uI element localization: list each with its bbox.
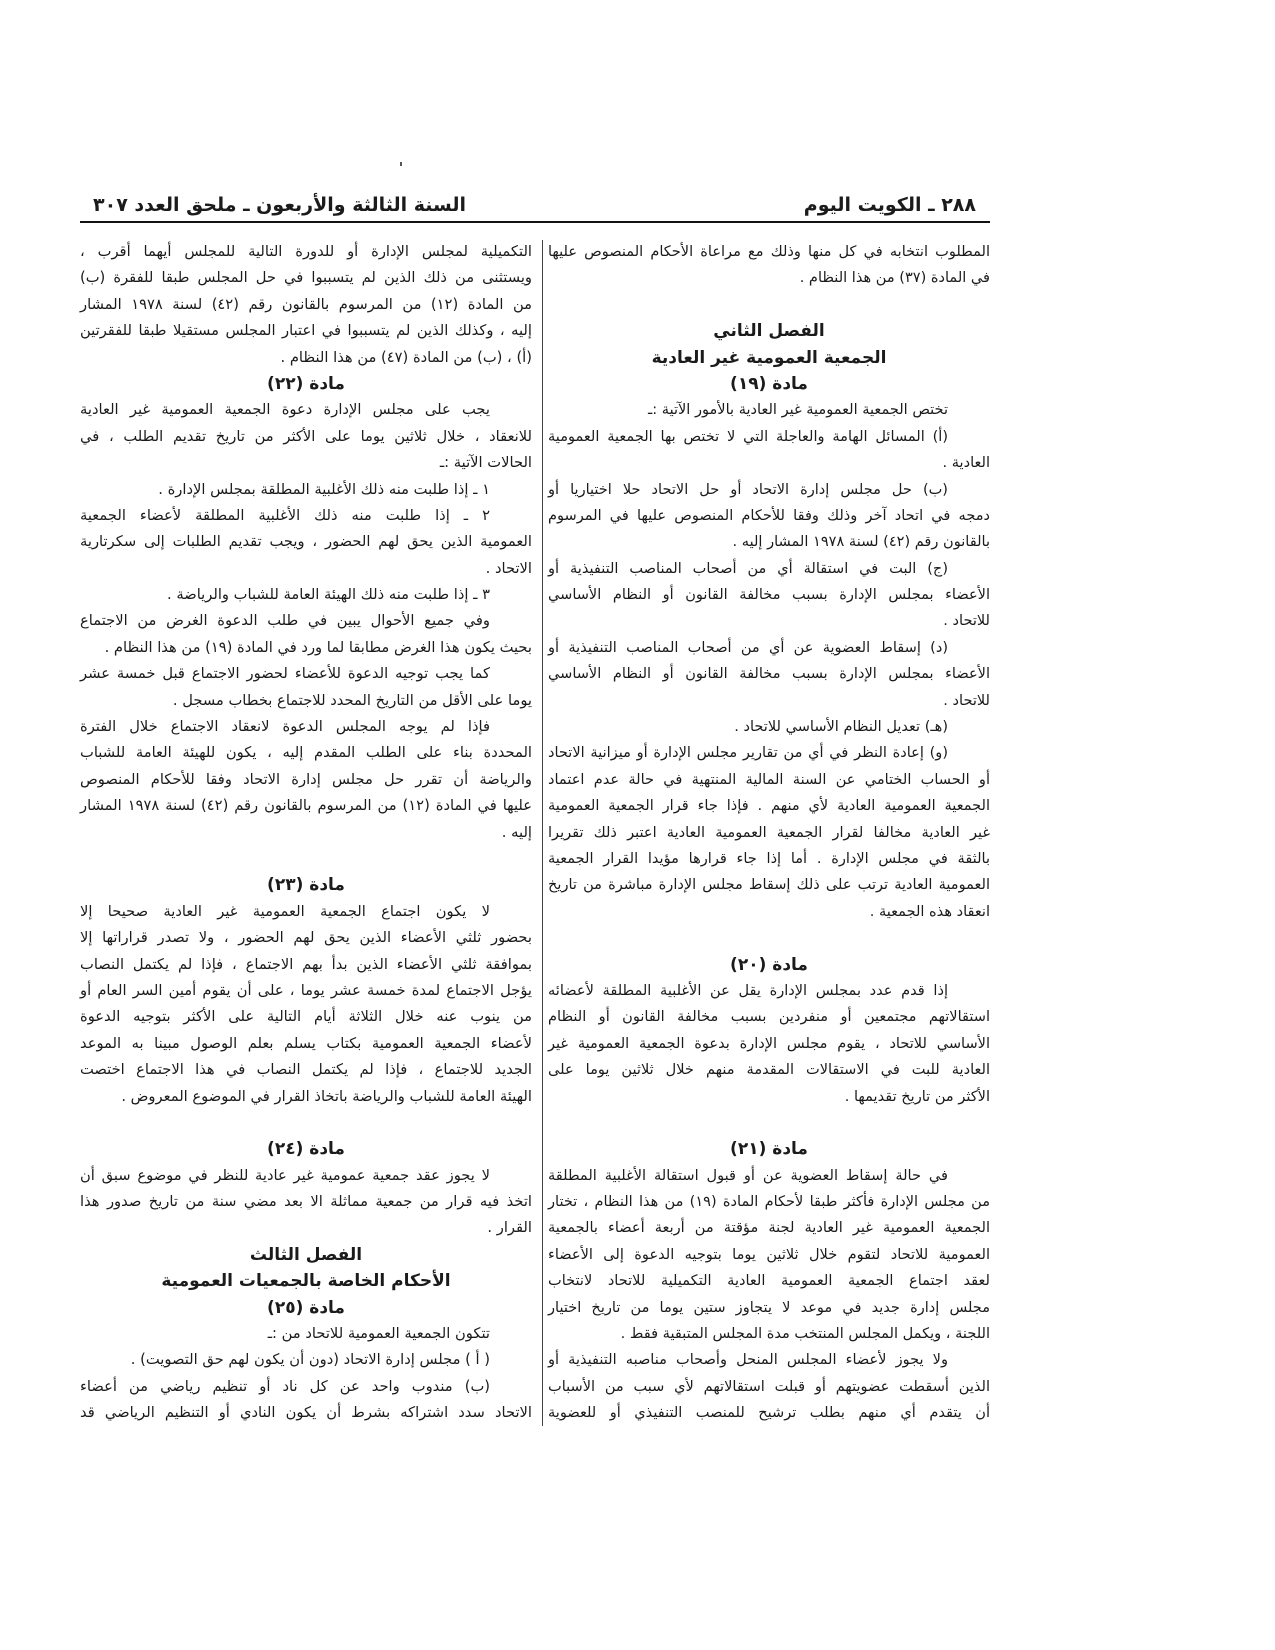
text-line: فإذا لم يوجه المجلس الدعوة لانعقاد الاجتماع خلال الفترة — [80, 718, 490, 736]
text-line: الأساسي للاتحاد ، يقوم مجلس الإدارة بدعوة الجمعية العمومية غير — [548, 1034, 990, 1052]
text-line: للاتحاد . — [943, 612, 990, 630]
text-line: يؤجل الاجتماع لمدة خمسة عشر يوما ، على أن يقوم أمين السر العام أو — [80, 981, 532, 999]
text-line: والرياضة أن تقرر حل مجلس إدارة الاتحاد وفقا للأحكام المنصوص — [80, 770, 532, 788]
text-line: يجب على مجلس الإدارة دعوة الجمعية العمومية غير العادية — [80, 401, 490, 419]
text-line: القرار . — [487, 1219, 532, 1237]
text-line: لأعضاء الجمعية العمومية بكتاب يسلم بعلم الوصول مبينا به الموعد — [80, 1034, 532, 1052]
text-line: وفي جميع الأحوال يبين في طلب الدعوة الغرض من الاجتماع — [80, 612, 490, 630]
header-rule — [80, 221, 990, 223]
text-line: في حالة إسقاط العضوية عن أو قبول استقالة الأغلبية المطلقة — [548, 1166, 948, 1184]
text-line: الجديد للاجتماع ، فإذا لم يكتمل النصاب في هذا الاجتماع اختصت — [80, 1061, 532, 1079]
text-line: المحددة بناء على الطلب المقدم إليه ، يكون للهيئة العامة للشباب — [80, 744, 532, 762]
text-line: إليه . — [501, 823, 532, 841]
article-heading: مادة (٢٠) — [730, 954, 808, 975]
text-line: ١ ـ إذا طلبت منه ذلك الأغلبية المطلقة بمجلس الإدارة . — [158, 480, 490, 498]
text-line: لا يكون اجتماع الجمعية العمومية غير العادية صحيحا إلا — [80, 902, 490, 920]
text-line: الاتحاد سدد اشتراكه بشرط أن يكون النادي أو التنظيم الرياضي قد — [80, 1404, 532, 1422]
text-line: أو الحساب الختامي عن السنة المالية المنتهية في حالة عدم اعتماد — [548, 770, 990, 788]
text-line: بحيث يكون هذا الغرض مطابقا لما ورد في المادة (١٩) من هذا النظام . — [104, 638, 532, 656]
issue-label: السنة الثالثة والأربعون ـ ملحق العدد ٣٠٧ — [93, 194, 467, 216]
text-line: الأعضاء بمجلس الإدارة بسبب مخالفة القانون أو النظام الأساسي — [548, 665, 990, 683]
text-line: أن يتقدم أي منهم بطلب ترشيح للمنصب التنفيذي أو للعضوية — [548, 1404, 990, 1422]
text-line: العمومية العادية ترتب على ذلك إسقاط مجلس الإدارة مباشرة من تاريخ — [548, 876, 990, 894]
chapter-subtitle: الجمعية العمومية غير العادية — [651, 347, 887, 368]
article-heading: مادة (٢٤) — [267, 1139, 345, 1160]
article-heading: مادة (١٩) — [730, 373, 808, 394]
text-line: إذا قدم عدد بمجلس الإدارة يقل عن الأغلبية المطلقة لأعضائه — [548, 981, 948, 999]
text-line: يوما على الأقل من التاريخ المحدد للاجتماع بخطاب مسجل . — [172, 691, 532, 709]
text-line: إليه ، وكذلك الذين لم يتسببوا في اعتبار المجلس مستقيلا طبقا للفقرتين — [80, 322, 532, 340]
text-line: الأكثر من تاريخ تقديمها . — [844, 1087, 990, 1105]
text-line: ولا يجوز لأعضاء المجلس المنحل وأصحاب مناصبه التنفيذية أو — [548, 1351, 948, 1369]
text-line: عليها في المادة (١٢) من المرسوم بالقانون رقم (٤٢) لسنة ١٩٧٨ المشار — [80, 797, 533, 815]
page-number-title: ٢٨٨ ـ الكويت اليوم — [803, 194, 976, 216]
left-column — [80, 239, 532, 1427]
text-line: (و) إعادة النظر في أي من تقارير مجلس الإدارة أو ميزانية الاتحاد — [548, 744, 948, 762]
text-line: لعقد اجتماع الجمعية العمومية العادية التكميلية للاتحاد لانتخاب — [548, 1272, 990, 1290]
text-line: مجلس إدارة جديد في موعد لا يتجاوز ستين يوما من تاريخ اختيار — [548, 1298, 990, 1316]
text-line: الجمعية العمومية غير العادية لجنة مؤقتة من أربعة أعضاء بالجمعية — [548, 1219, 990, 1237]
scan-speck — [400, 162, 402, 166]
text-line: (ب) مندوب واحد عن كل ناد أو تنظيم رياضي من أعضاء — [80, 1377, 490, 1395]
text-line: اتخذ فيه قرار من جمعية مماثلة الا بعد مضي سنة من تاريخ صدور هذا — [80, 1193, 532, 1211]
text-line: (ج) البت في استقالة أي من أصحاب المناصب التنفيذية أو — [548, 559, 948, 577]
blank-line — [548, 925, 990, 951]
text-line: استقالاتهم مجتمعين أو منفردين بسبب مخالفة القانون أو النظام — [548, 1008, 990, 1026]
article-heading: مادة (٢١) — [730, 1139, 808, 1160]
blank-line — [548, 1110, 990, 1136]
article-heading: مادة (٢٥) — [267, 1297, 345, 1318]
page-header — [93, 191, 976, 219]
text-line: في المادة (٣٧) من هذا النظام . — [799, 269, 990, 287]
text-line: اللجنة ، ويكمل المجلس المنتخب مدة المجلس المتبقية فقط . — [620, 1325, 990, 1343]
text-line: العادية للبت في الاستقالات المقدمة منهم خلال ثلاثين يوما على — [548, 1061, 990, 1079]
chapter-title: الفصل الثالث — [249, 1244, 363, 1265]
text-line: العمومية للاتحاد لتقوم خلال ثلاثين يوما بتوجيه الدعوة إلى الأعضاء — [548, 1245, 990, 1263]
text-line: التكميلية لمجلس الإدارة أو للدورة التالية للمجلس أيهما أقرب ، — [80, 243, 532, 260]
article-heading: مادة (٢٢) — [267, 373, 345, 394]
text-line: الاتحاد . — [485, 559, 532, 577]
text-line: للاتحاد . — [943, 691, 990, 709]
blank-line — [548, 292, 990, 318]
text-line: بالقانون رقم (٤٢) لسنة ١٩٧٨ المشار إليه . — [732, 533, 990, 551]
text-line: الذين أسقطت عضويتهم أو قبلت استقالاتهم لأي سبب من الأسباب — [548, 1377, 990, 1395]
text-line: المطلوب انتخابه في كل منها وذلك مع مراعاة الأحكام المنصوص عليها — [548, 243, 990, 260]
text-line: من ينوب عنه خلال الثلاثة أيام التالية على الأكثر بتوجيه الدعوة — [80, 1008, 532, 1026]
text-line: دمجه في اتحاد آخر وذلك وفقا للأحكام المنصوص عليها في المرسوم — [548, 506, 990, 524]
text-line: الحالات الآتية :ـ — [439, 454, 532, 472]
text-line: الجمعية العمومية العادية لأي منهم . فإذا جاء قرار الجمعية العمومية — [548, 797, 990, 815]
text-line: تختص الجمعية العمومية غير العادية بالأمور الآتية :ـ — [647, 401, 948, 419]
text-line: انعقاد هذه الجمعية . — [869, 902, 990, 920]
text-line: (أ) المسائل الهامة والعاجلة التي لا تختص بها الجمعية العمومية — [548, 427, 948, 445]
text-line: العمومية الذين يحق لهم الحضور ، ويجب تقديم الطلبات إلى سكرتارية — [80, 533, 532, 551]
right-column — [548, 239, 990, 1427]
text-line: للانعقاد ، خلال ثلاثين يوما على الأكثر من تاريخ تقديم الطلب ، في — [80, 427, 532, 445]
text-line: من المادة (١٢) من المرسوم بالقانون رقم (٤٢) لسنة ١٩٧٨ المشار — [80, 295, 532, 313]
blank-line — [80, 846, 532, 872]
text-line: من مجلس الإدارة فأكثر طبقا لأحكام المادة (١٩) من هذا النظام ، تختار — [548, 1193, 990, 1211]
text-line: بحضور ثلثي الأعضاء الذين يحق لهم الحضور ، ولا تصدر قراراتها إلا — [80, 929, 532, 947]
text-line: غير العادية مخالفا لقرار الجمعية العمومية العادية اعتبر ذلك تقريرا — [548, 823, 990, 841]
text-line: (أ) ، (ب) من المادة (٤٧) من هذا النظام . — [280, 348, 532, 366]
text-line: ٢ ـ إذا طلبت منه ذلك الأغلبية المطلقة لأعضاء الجمعية — [80, 506, 490, 524]
text-line: (ب) حل مجلس إدارة الاتحاد أو حل الاتحاد حلا اختياريا أو — [548, 480, 948, 498]
text-line: (هـ) تعديل النظام الأساسي للاتحاد . — [734, 718, 948, 736]
text-line: الأعضاء بمجلس الإدارة بسبب مخالفة القانون أو النظام الأساسي — [548, 586, 990, 604]
text-line: الهيئة العامة للشباب والرياضة باتخاذ القرار في الموضوع المعروض . — [121, 1087, 532, 1105]
chapter-subtitle: الأحكام الخاصة بالجمعيات العمومية — [161, 1271, 451, 1292]
text-line: ويستثنى من ذلك الذين لم يتسببوا في حل المجلس طبقا للفقرة (ب) — [80, 269, 532, 287]
text-line: (د) إسقاط العضوية عن أي من أصحاب المناصب التنفيذية أو — [548, 638, 948, 656]
blank-line — [80, 1110, 532, 1136]
text-line: بموافقة ثلثي الأعضاء الذين بدأ بهم الاجتماع ، فإذا لم يكتمل النصاب — [80, 955, 532, 973]
chapter-title: الفصل الثاني — [713, 321, 825, 342]
text-line: ( أ ) مجلس إدارة الاتحاد (دون أن يكون لهم حق التصويت) . — [130, 1351, 490, 1369]
text-line: بالثقة في مجلس الإدارة . أما إذا جاء قرارها مؤيدا القرار الجمعية — [548, 849, 990, 867]
text-line: لا يجوز عقد جمعية عمومية غير عادية للنظر في موضوع سبق أن — [80, 1166, 490, 1184]
article-heading: مادة (٢٣) — [267, 875, 345, 896]
column-divider — [542, 240, 543, 1426]
text-line: تتكون الجمعية العمومية للاتحاد من :ـ — [267, 1325, 490, 1343]
text-line: كما يجب توجيه الدعوة للأعضاء لحضور الاجتماع قبل خمسة عشر — [80, 665, 490, 683]
text-line: العادية . — [942, 454, 990, 472]
text-line: ٣ ـ إذا طلبت منه ذلك الهيئة العامة للشباب والرياضة . — [167, 586, 490, 604]
